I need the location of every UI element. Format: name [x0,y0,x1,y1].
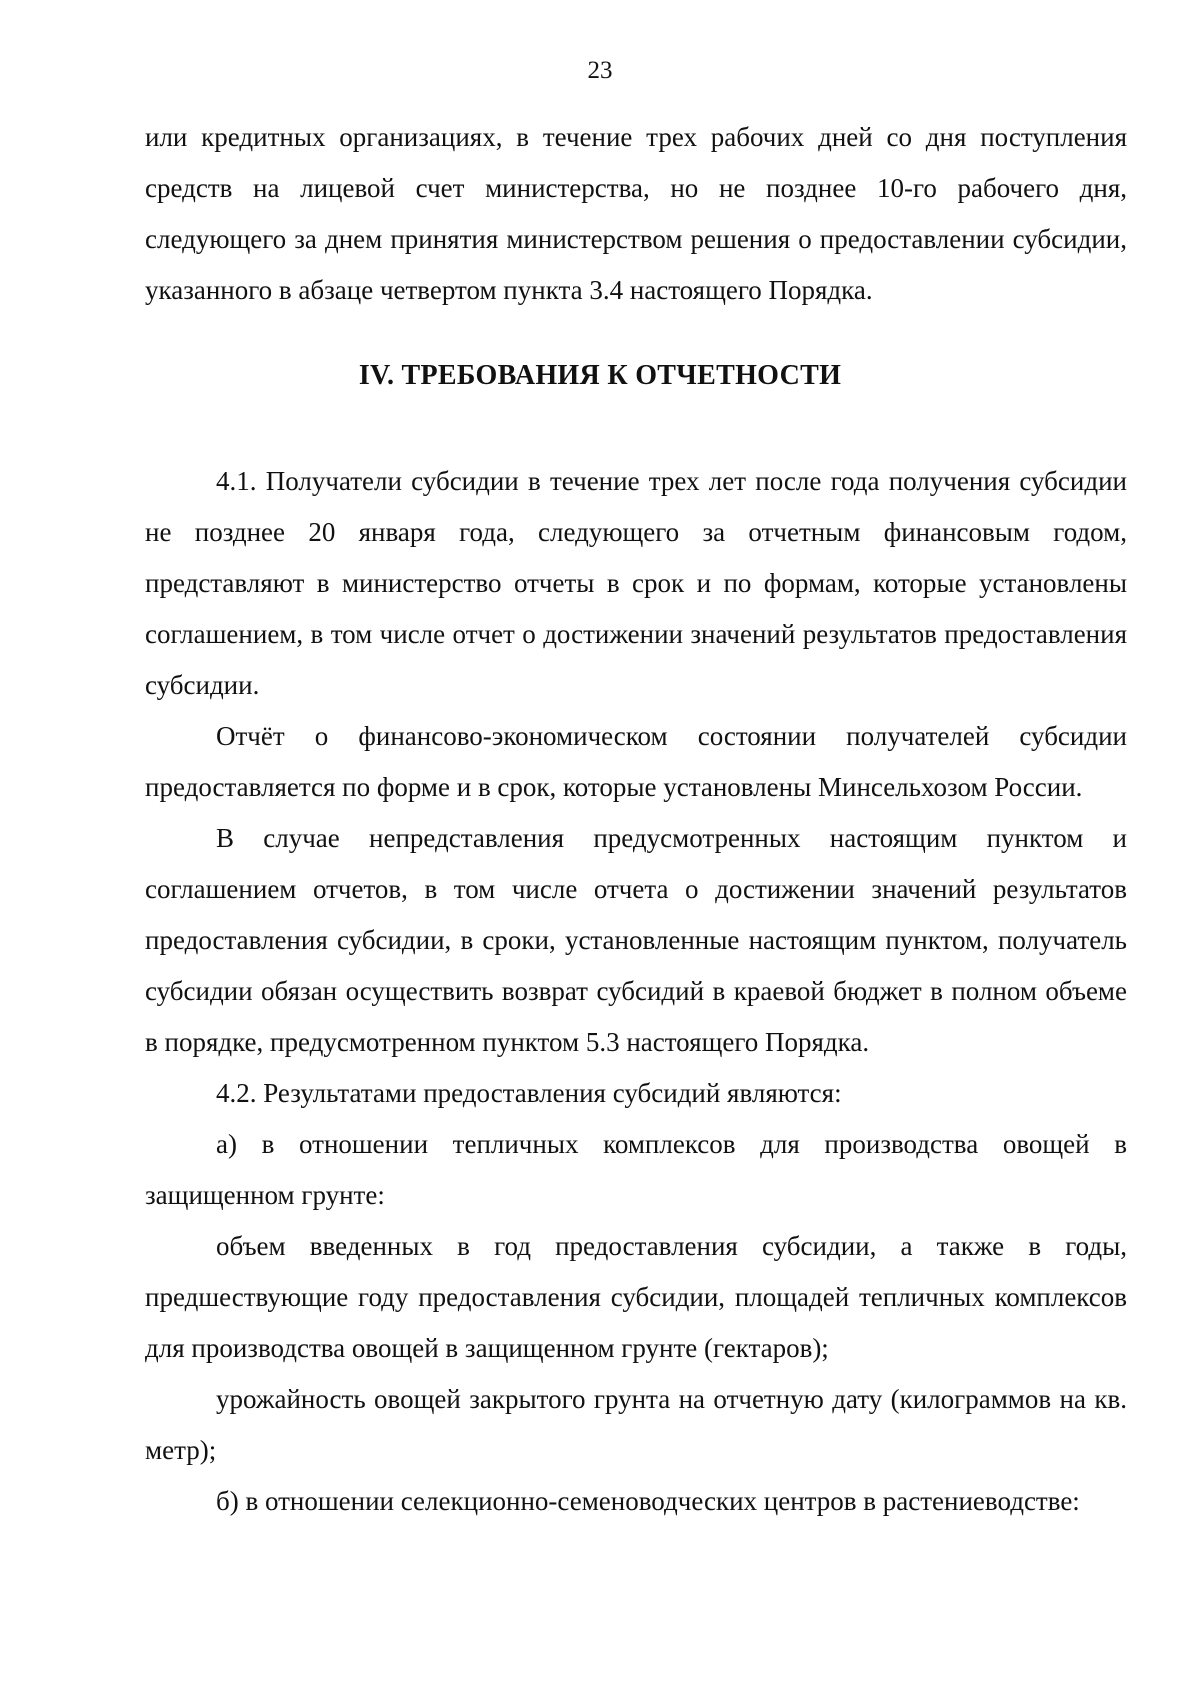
paragraph-4-1: 4.1. Получатели субсидии в течение трех лет после года получения субсидии не позднее 20 января года, следующего за отчетным финансовым годом, представляют в министерство отчеты в срок и по формам, которые установлены соглашением, в том числе отчет о достижении значений результатов предоставления субсидии. [145,466,1127,700]
paragraph-volume: объем введенных в год предоставления субсидии, а также в годы, предшествующие году предоставления субсидии, площадей тепличных комплексов для производства овощей в защищенном грунте (гектаров); [145,1231,1127,1363]
intro-paragraph: или кредитных организациях, в течение трех рабочих дней со дня поступления средств на лицевой счет министерства, но не позднее 10-го рабочего дня, следующего за днем принятия министерством решения о предоставлении субсидии, указанного в абзаце четвертом пункта 3.4 настоящего Порядка. [145,122,1127,305]
paragraph-financial-report: Отчёт о финансово-экономическом состоянии получателей субсидии предоставляется по форме и в срок, которые установлены Минсельхозом России. [145,721,1127,802]
section-heading: IV. ТРЕБОВАНИЯ К ОТЧЕТНОСТИ [358,360,842,391]
intro-text-block [145,112,1127,316]
paragraph-yield: урожайность овощей закрытого грунта на отчетную дату (килограммов на кв. метр); [145,1384,1127,1465]
paragraph-item-b: б) в отношении селекционно-семеноводческих центров в растениеводстве: [216,1486,1080,1516]
section-body [145,456,1127,1527]
page-number: 23 [587,57,613,84]
paragraph-non-submission: В случае непредставления предусмотренных настоящим пунктом и соглашением отчетов, в том числе отчета о достижении значений результатов предоставления субсидии, в сроки, установленные настоящим пунктом, получатель субсидии обязан осуществить возврат субсидий в краевой бюджет в полном объеме в порядке, предусмотренном пунктом 5.3 настоящего Порядка. [145,823,1127,1057]
paragraph-4-2: 4.2. Результатами предоставления субсидий являются: [216,1078,842,1108]
paragraph-item-a: а) в отношении тепличных комплексов для производства овощей в защищенном грунте: [145,1129,1127,1210]
